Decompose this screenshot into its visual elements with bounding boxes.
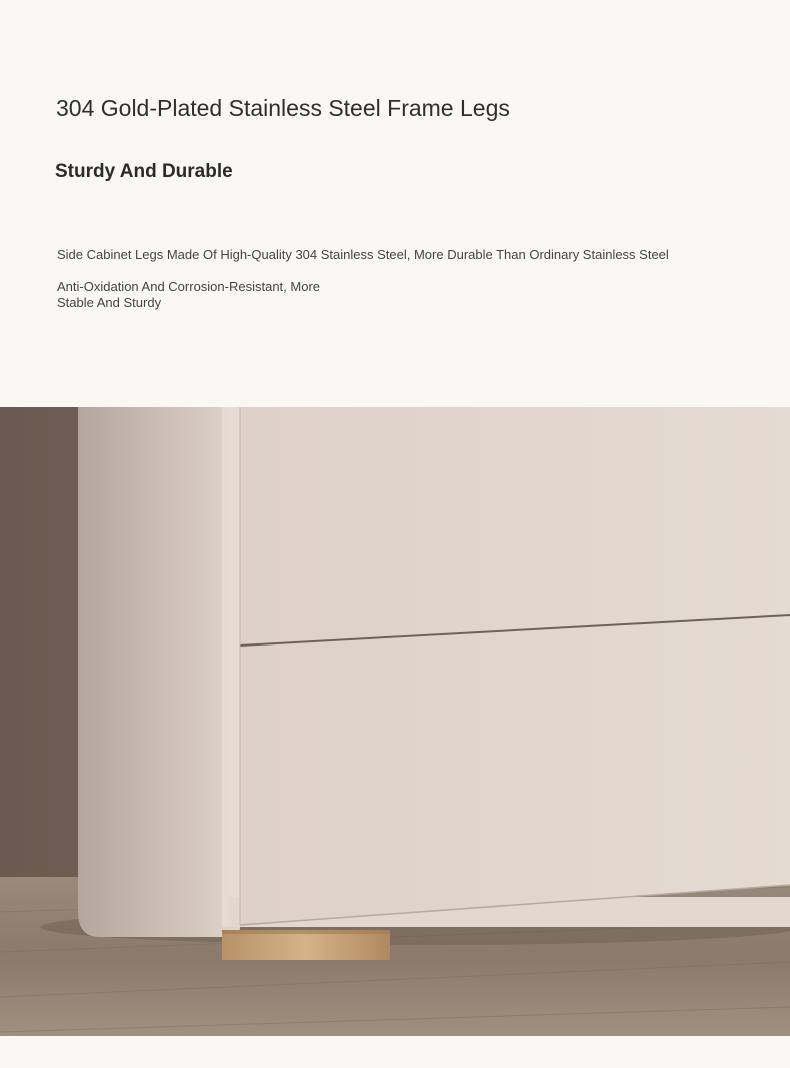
cabinet-product-image [0,407,790,1036]
feature-heading: 304 Gold-Plated Stainless Steel Frame Legs [56,95,510,121]
cabinet-bottom-drawer [240,617,790,925]
feature-subheading: Sturdy And Durable [55,161,233,182]
feature-description-line-2: Anti-Oxidation And Corrosion-Resistant, More Stable And Sturdy [57,279,321,310]
feature-description-line-1: Side Cabinet Legs Made Of High-Quality 304 Stainless Steel, More Durable Than Ordinary Stainless Steel [57,247,669,262]
gold-stainless-steel-leg [222,930,390,960]
cabinet-side-panel [78,407,240,937]
cabinet-illustration [0,407,790,1036]
bottom-margin [0,1036,790,1068]
cabinet-top-drawer [240,407,790,645]
feature-text-section [0,0,790,407]
